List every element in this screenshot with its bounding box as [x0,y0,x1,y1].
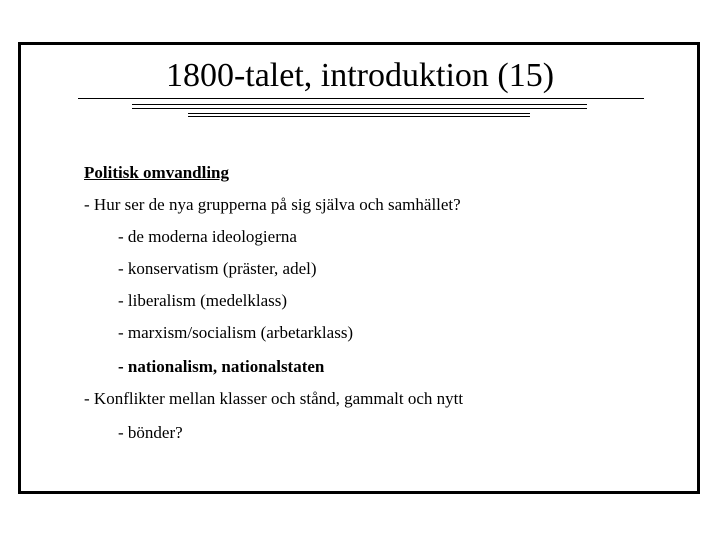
title-rule-bottom-1 [188,113,530,114]
title-rule-bottom-2 [188,116,530,117]
sub-bullet-item: - marxism/socialism (arbetarklass) [118,323,354,342]
title-rule-top [78,98,644,99]
bullet-item: - Konflikter mellan klasser och stånd, gammalt och nytt [84,389,464,408]
title-rule-double-2 [132,108,587,109]
slide-title: 1800-talet, introduktion (15) [165,57,555,94]
sub-bullet-item: - bönder? [118,423,183,442]
sub-bullet-item: - de moderna ideologierna [118,227,297,246]
sub-bullet-item: - liberalism (medelklass) [118,291,288,310]
bullet-item: - Hur ser de nya grupperna på sig själva och samhället? [84,195,461,214]
section-heading: Politisk omvandling [84,163,230,182]
title-rule-double-1 [132,104,587,105]
sub-bullet-item: - konservatism (präster, adel) [118,259,317,278]
sub-bullet-item-bold: - nationalism, nationalstaten [118,357,325,376]
